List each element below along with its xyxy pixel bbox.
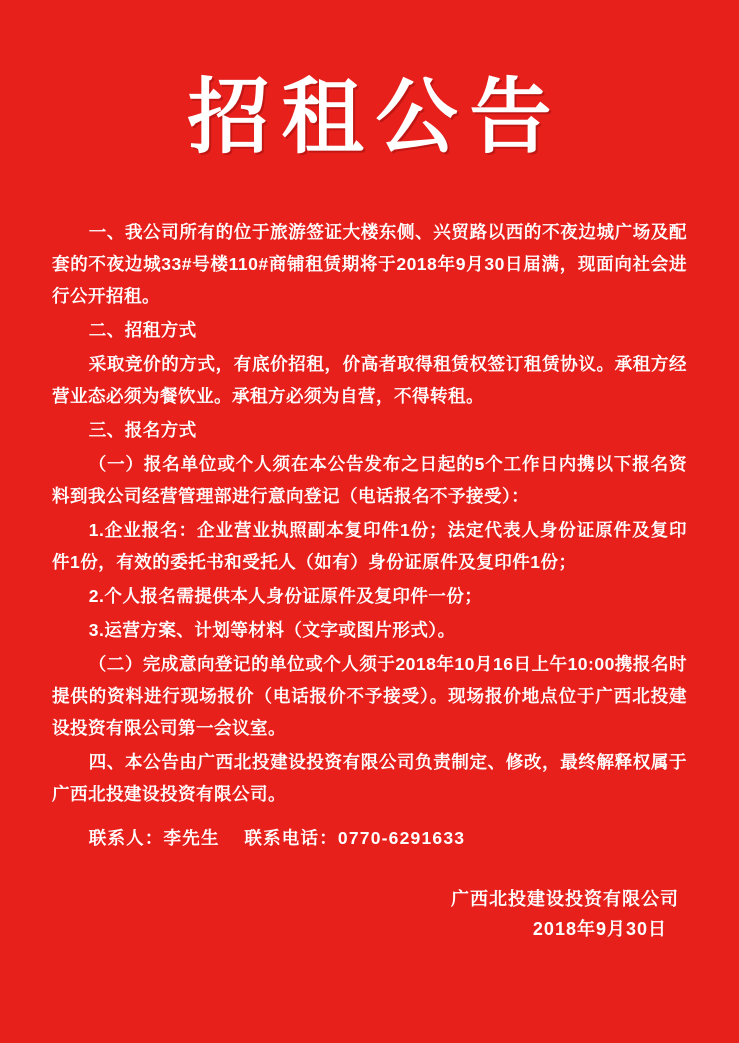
paragraph-3: 采取竞价的方式，有底价招租，价高者取得租赁权签订租赁协议。承租方经营业态必须为餐饮业。承租方必须为自营，不得转租。 xyxy=(52,354,687,407)
signature-date: 2018年9月30日 xyxy=(532,919,667,940)
announcement-body xyxy=(52,216,687,854)
paragraph-6: 1.企业报名：企业营业执照副本复印件1份；法定代表人身份证原件及复印件1份，有效的委托书和受托人（如有）身份证原件及复印件1份； xyxy=(52,520,687,573)
signature-block xyxy=(52,884,687,944)
paragraph-8: 3.运营方案、计划等材料（文字或图片形式）。 xyxy=(88,620,456,641)
paragraph-4: 三、报名方式 xyxy=(88,420,197,441)
paragraph-5: （一）报名单位或个人须在本公告发布之日起的5个工作日内携以下报名资料到我公司经营管理部进行意向登记（电话报名不予接受）： xyxy=(52,454,687,507)
paragraph-7: 2.个人报名需提供本人身份证原件及复印件一份； xyxy=(88,586,483,607)
paragraph-10: 四、本公告由广西北投建设投资有限公司负责制定、修改，最终解释权属于广西北投建设投资有限公司。 xyxy=(52,752,687,805)
contact-line: 联系人：李先生 联系电话：0770-6291633 xyxy=(88,828,466,849)
page-title: 招租公告 xyxy=(187,69,564,165)
signature-company: 广西北投建设投资有限公司 xyxy=(451,889,679,910)
paragraph-2: 二、招租方式 xyxy=(88,320,197,341)
paragraph-1: 一、我公司所有的位于旅游签证大楼东侧、兴贸路以西的不夜边城广场及配套的不夜边城33#号楼110#商铺租赁期将于2018年9月30日届满，现面向社会进行公开招租。 xyxy=(52,222,687,307)
paragraph-9: （二）完成意向登记的单位或个人须于2018年10月16日上午10:00携报名时提供的资料进行现场报价（电话报价不予接受）。现场报价地点位于广西北投建设投资有限公司第一会议室。 xyxy=(52,654,687,739)
